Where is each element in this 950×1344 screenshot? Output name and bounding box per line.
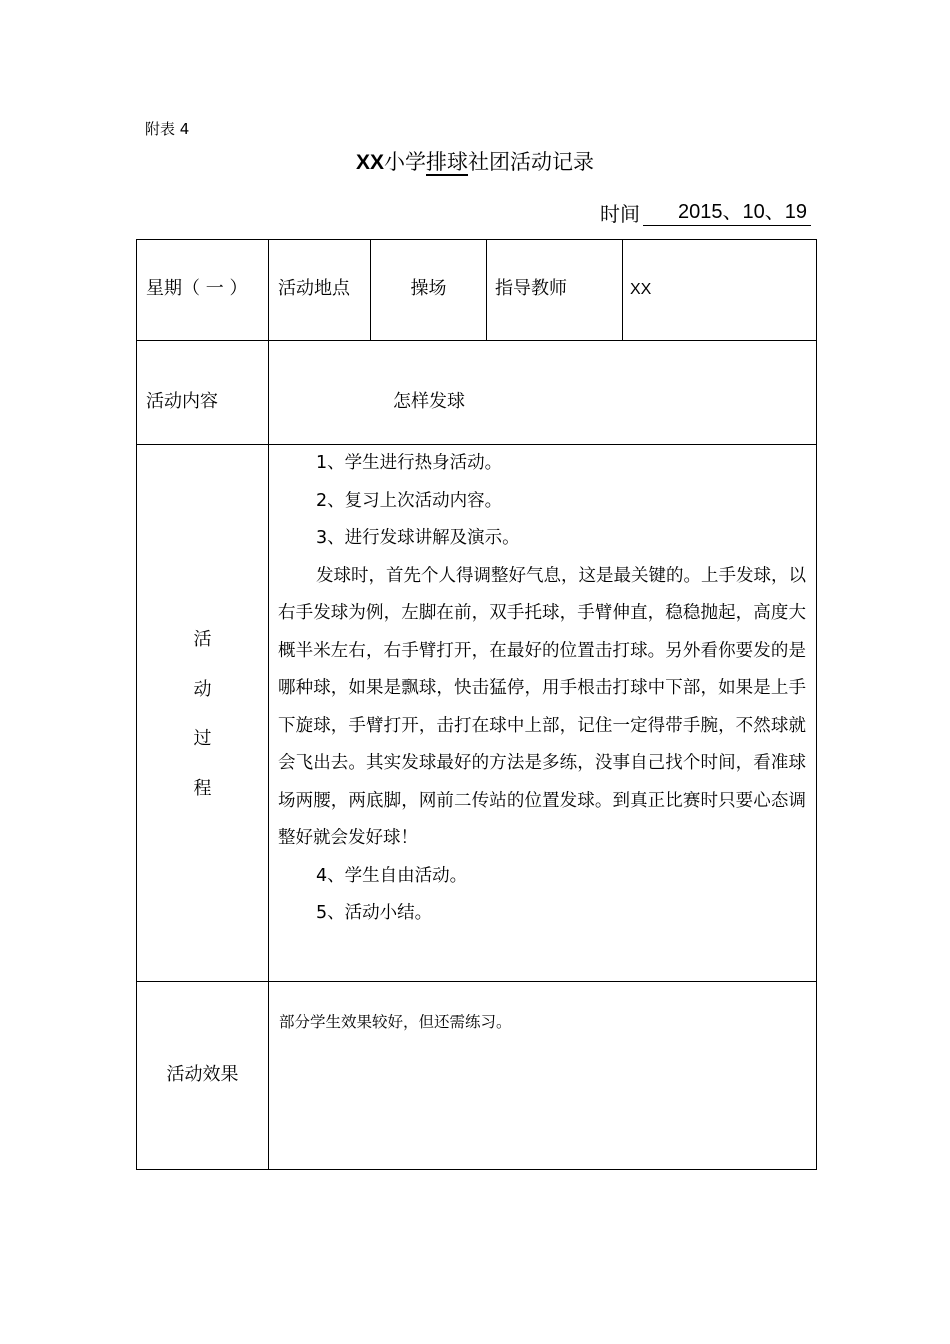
process-detail: 发球时，首先个人得调整好气息，这是最关键的。上手发球，以右手发球为例，左脚在前，双手托球，手臂伸直，稳稳抛起，高度大概半米左右，右手臂打开，在最好的位置击打球。另外看你要发的是哪种球，如果是飘球，快击猛停，用手根击打球中下部，如果是上手下旋球，手臂打开，击打在球中上部，记住一定得带手腕，不然球就会飞出去。其实发球最好的方法是多练，没事自己找个时间，看准球场两腰，两底脚，网前二传站的位置发球。到真正比赛时只要心态调整好就会发好球！ (278, 565, 806, 848)
process-label (137, 625, 268, 823)
process-label-char: 过 (193, 728, 212, 749)
table-rule (268, 239, 269, 1170)
table-rule (136, 981, 817, 982)
table-rule (136, 239, 817, 240)
date-label: 时间 (600, 202, 640, 226)
teacher-value: XX (630, 281, 652, 298)
title-underlined: 排球 (426, 150, 468, 174)
page-title (0, 146, 950, 176)
process-step: 4、学生自由活动。 (316, 865, 468, 886)
content-value: 怎样发球 (393, 391, 465, 412)
location-value: 操场 (410, 278, 447, 299)
appendix-label: 附表 4 (145, 120, 190, 138)
table-rule (136, 1169, 817, 1170)
title-part2: 社团活动记录 (468, 150, 594, 174)
location-label: 活动地点 (278, 278, 350, 299)
title-prefix: XX (355, 151, 384, 174)
weekday-cell: 星期（ 一 ） (146, 278, 248, 299)
process-content (278, 445, 806, 933)
process-step: 2、复习上次活动内容。 (316, 490, 503, 511)
teacher-label: 指导教师 (495, 278, 567, 299)
process-label-char: 程 (193, 777, 212, 799)
table-rule (486, 239, 487, 341)
table-rule (622, 239, 623, 341)
table-rule (136, 340, 817, 341)
process-label-char: 活 (193, 629, 212, 650)
date-value: 2015、10、19 (643, 199, 811, 226)
process-step: 5、活动小结。 (316, 903, 433, 923)
process-step: 3、进行发球讲解及演示。 (316, 528, 520, 548)
effect-label: 活动效果 (166, 1064, 239, 1085)
process-step: 1、学生进行热身活动。 (316, 453, 503, 473)
process-label-char: 动 (193, 678, 212, 700)
title-part1: 小学 (384, 150, 426, 174)
content-label: 活动内容 (146, 391, 218, 412)
table-rule (816, 239, 817, 1170)
effect-value: 部分学生效果较好，但还需练习。 (279, 1013, 512, 1031)
